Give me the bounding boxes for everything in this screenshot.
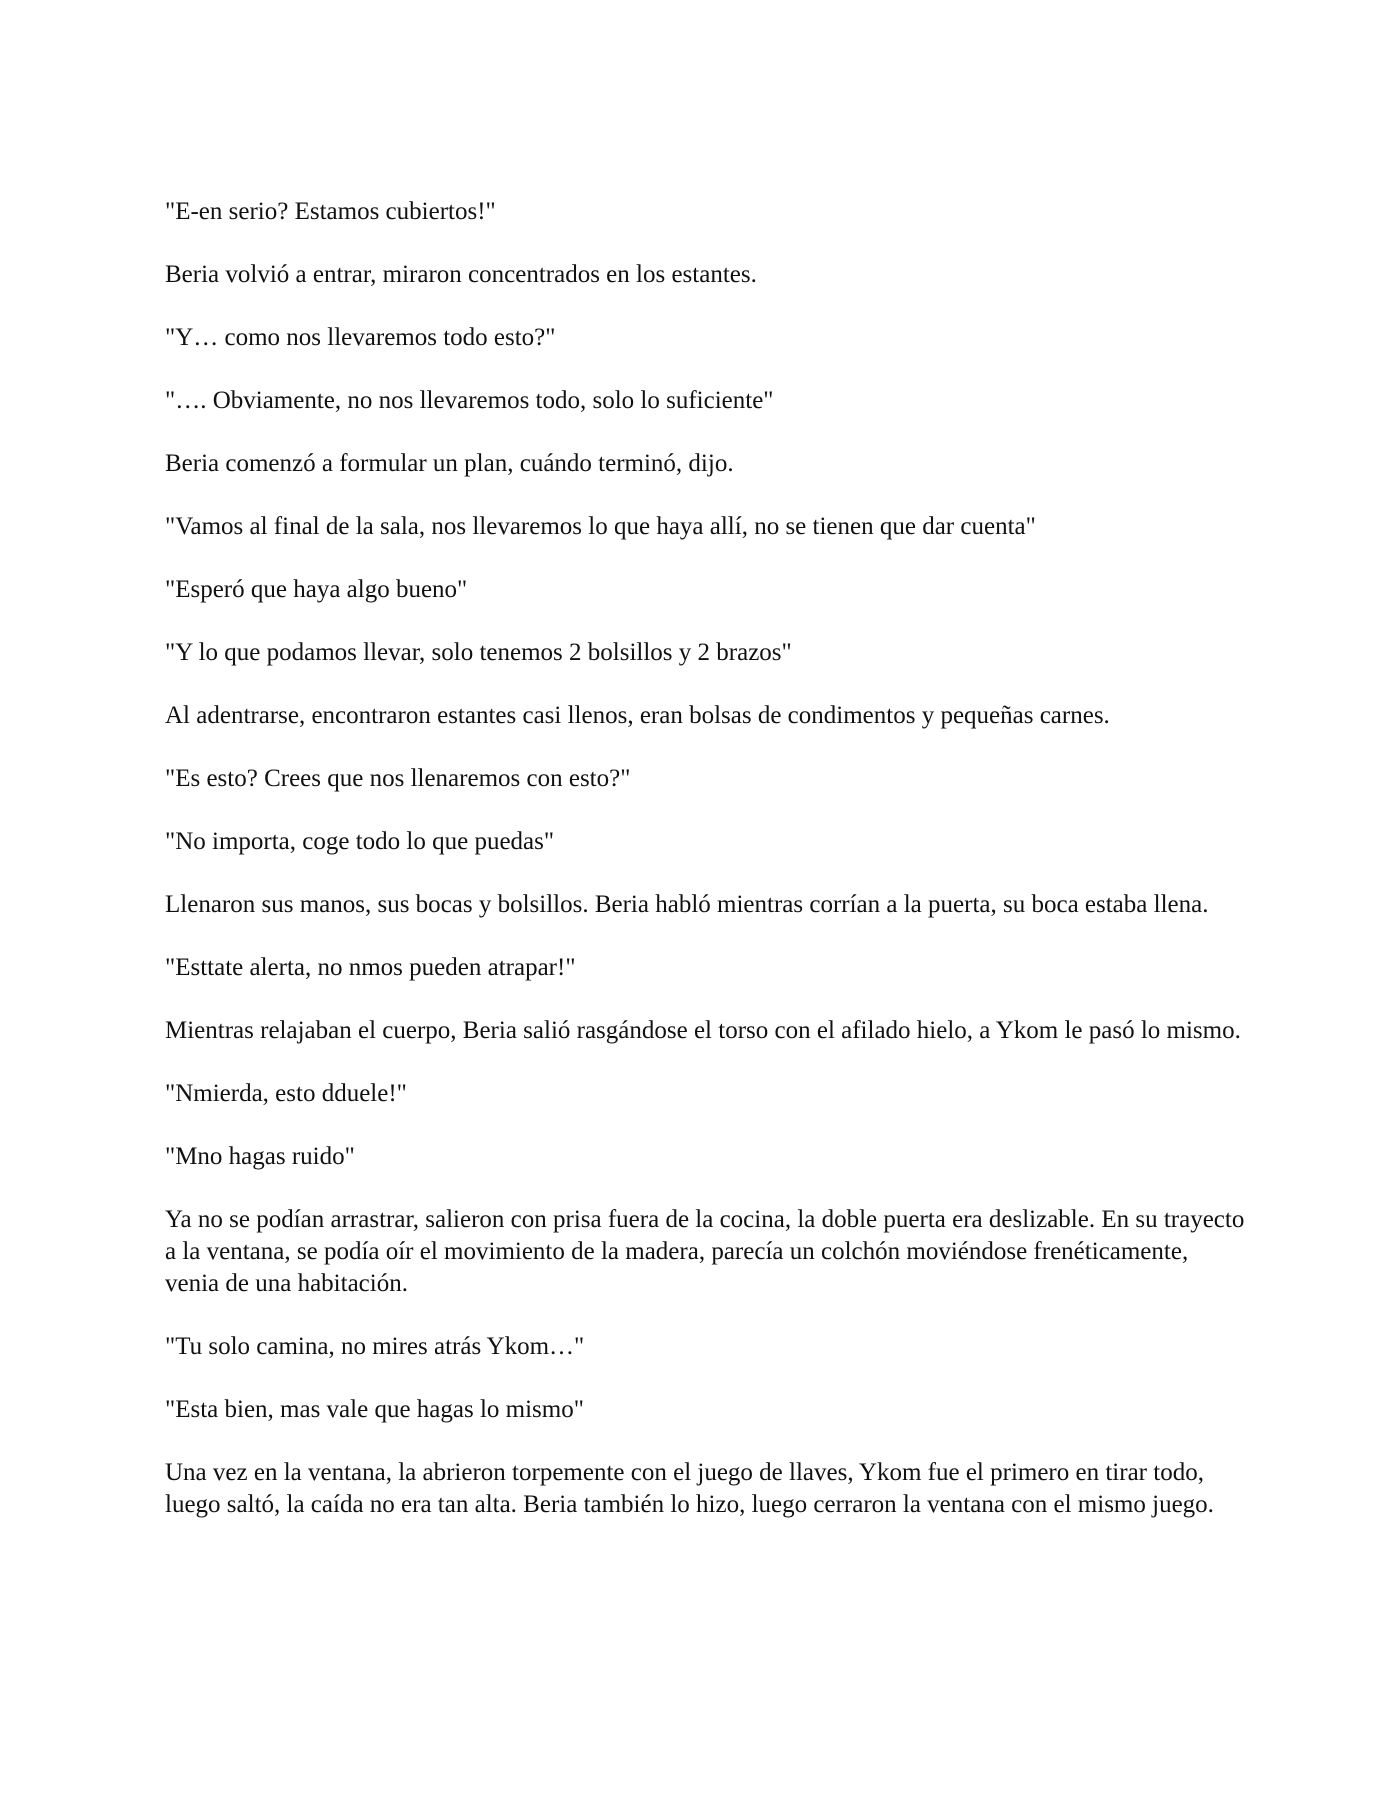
document-body <box>165 196 1245 1552</box>
paragraph: "No importa, coge todo lo que puedas" <box>165 828 555 855</box>
paragraph: Al adentrarse, encontraron estantes casi llenos, eran bolsas de condimentos y pequeñas carnes. <box>165 702 1110 729</box>
paragraph: "Mno hagas ruido" <box>165 1143 355 1170</box>
paragraph: Una vez en la ventana, la abrieron torpemente con el juego de llaves, Ykom fue el primero en tirar todo, luego saltó, la caída no era tan alta. Beria también lo hizo, luego cerraron la ventana con el mismo juego. <box>165 1459 1214 1518</box>
paragraph: Ya no se podían arrastrar, salieron con prisa fuera de la cocina, la doble puerta era deslizable. En su trayecto a la ventana, se podía oír el movimiento de la madera, parecía un colchón moviéndose frenéticamente, venia de una habitación. <box>165 1206 1245 1297</box>
paragraph: "Tu solo camina, no mires atrás Ykom…" <box>165 1333 585 1360</box>
paragraph: "Nmierda, esto dduele!" <box>165 1080 407 1107</box>
paragraph: "Y lo que podamos llevar, solo tenemos 2 bolsillos y 2 brazos" <box>165 639 792 666</box>
paragraph: "Esperó que haya algo bueno" <box>165 576 468 603</box>
paragraph: "Esttate alerta, no nmos pueden atrapar!" <box>165 954 576 981</box>
paragraph: Beria volvió a entrar, miraron concentrados en los estantes. <box>165 261 757 288</box>
paragraph: "Esta bien, mas vale que hagas lo mismo" <box>165 1396 584 1423</box>
paragraph: "Vamos al final de la sala, nos llevaremos lo que haya allí, no se tienen que dar cuenta" <box>165 513 1036 540</box>
paragraph: Mientras relajaban el cuerpo, Beria salió rasgándose el torso con el afilado hielo, a Ykom le pasó lo mismo. <box>165 1017 1241 1044</box>
paragraph: "Y… como nos llevaremos todo esto?" <box>165 324 556 351</box>
paragraph: "E-en serio? Estamos cubiertos!" <box>165 198 496 225</box>
paragraph: Beria comenzó a formular un plan, cuándo terminó, dijo. <box>165 450 734 477</box>
paragraph: Llenaron sus manos, sus bocas y bolsillos. Beria habló mientras corrían a la puerta, su boca estaba llena. <box>165 891 1209 918</box>
paragraph: "Es esto? Crees que nos llenaremos con esto?" <box>165 765 631 792</box>
paragraph: "…. Obviamente, no nos llevaremos todo, solo lo suficiente" <box>165 387 774 414</box>
